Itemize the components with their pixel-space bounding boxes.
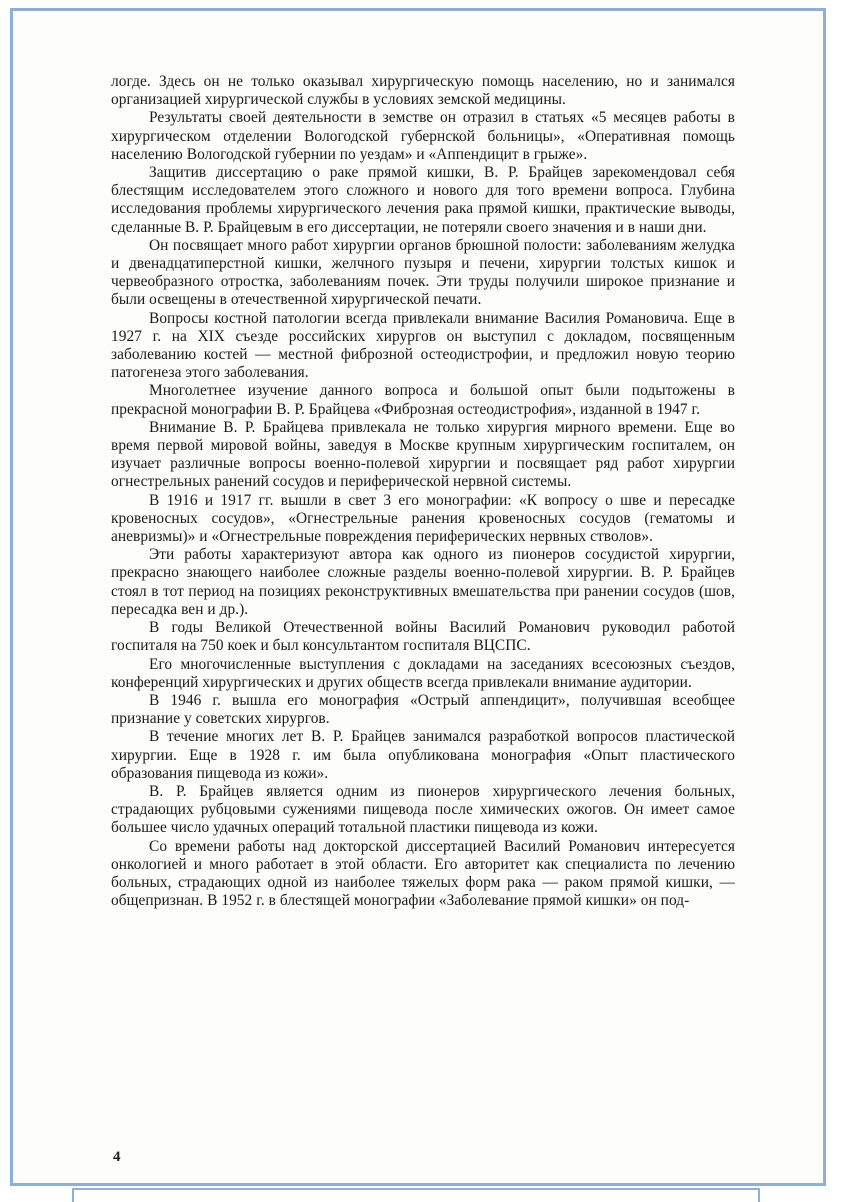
paragraph: Он посвящает много работ хирургии органов брюшной полости: заболеваниям желудка и двенадцатиперстной кишки, желчного пузыря и печени, хирургии толстых кишок и червеобразного отростка, заболеваниям почек. Эти труды получили широкое признание и были освещены в отечественной хирургической печати. <box>111 236 735 309</box>
paragraph: В 1946 г. вышла его монография «Острый аппендицит», получившая всеобщее признание у советских хирургов. <box>111 691 735 728</box>
paragraph: Многолетнее изучение данного вопроса и большой опыт были подытожены в прекрасной монографии В. Р. Брайцева «Фиброзная остеодистрофия», изданной в 1947 г. <box>111 382 735 418</box>
scanned-page <box>10 8 826 1186</box>
paragraph: Со времени работы над докторской диссертацией Василий Романович интересуется онкологией и много работает в этой области. Его авторитет как специалиста по лечению больных, страдающих одной из наиболее тяжелых форм рака — раком прямой кишки, — общепризнан. В 1952 г. в блестящей монографии «Заболевание прямой кишки» он под- <box>111 837 735 910</box>
paragraph: Вопросы костной патологии всегда привлекали внимание Василия Романовича. Еще в 1927 г. на XIX съезде российских хирургов он выступил с докладом, посвященным заболеванию костей — местной фиброзной остеодистрофии, и предложил новую теорию патогенеза этого заболевания. <box>111 309 735 382</box>
page-number: 4 <box>113 1149 121 1165</box>
paragraph: Его многочисленные выступления с докладами на заседаниях всесоюзных съездов, конференций хирургических и других обществ всегда привлекали внимание аудитории. <box>111 655 735 691</box>
paragraph: логде. Здесь он не только оказывал хирургическую помощь населению, но и занимался организацией хирургической службы в условиях земской медицины. <box>111 73 735 109</box>
page-body <box>111 73 735 910</box>
paragraph: Защитив диссертацию о раке прямой кишки, В. Р. Брайцев зарекомендовал себя блестящим исследователем этого сложного и нового для того времени вопроса. Глубина исследования проблемы хирургического лечения рака прямой кишки, практические выводы, сделанные В. Р. Брайцевым в его диссертации, не потеряли своего значения и в наши дни. <box>111 164 735 236</box>
paragraph: Эти работы характеризуют автора как одного из пионеров сосудистой хирургии, прекрасно знающего наиболее сложные разделы военно-полевой хирургии. В. Р. Брайцев стоял в тот период на позициях реконструктивных вмешательства при ранении сосудов (шов, пересадка вен и др.). <box>111 546 735 618</box>
paragraph: В. Р. Брайцев является одним из пионеров хирургического лечения больных, страдающих рубцовыми сужениями пищевода после химических ожогов. Он имеет самое большее число удачных операций тотальной пластики пищевода из кожи. <box>111 782 735 837</box>
paragraph: В течение многих лет В. Р. Брайцев занимался разработкой вопросов пластической хирургии. Еще в 1928 г. им была опубликована монография «Опыт пластического образования пищевода из кожи». <box>111 728 735 782</box>
paragraph: В годы Великой Отечественной войны Василий Романович руководил работой госпиталя на 750 коек и был консультантом госпиталя ВЦСПС. <box>111 619 735 655</box>
paragraph: В 1916 и 1917 гг. вышли в свет 3 его монографии: «К вопросу о шве и пересадке кровеносных сосудов», «Огнестрельные ранения кровеносных сосудов (гематомы и аневризмы)» и «Огнестрельные повреждения периферических нервных стволов». <box>111 491 735 546</box>
paragraph: Результаты своей деятельности в земстве он отразил в статьях «5 месяцев работы в хирургическом отделении Вологодской губернской больницы», «Оперативная помощь населению Вологодской губернии по уездам» и «Аппендицит в грыже». <box>111 109 735 163</box>
paragraph: Внимание В. Р. Брайцева привлекала не только хирургия мирного времени. Еще во время первой мировой войны, заведуя в Москве крупным хирургическим госпиталем, он изучает различные вопросы военно-полевой хирургии и посвящает ряд работ хирургии огнестрельных ранений сосудов и периферической нервной системы. <box>111 418 735 491</box>
